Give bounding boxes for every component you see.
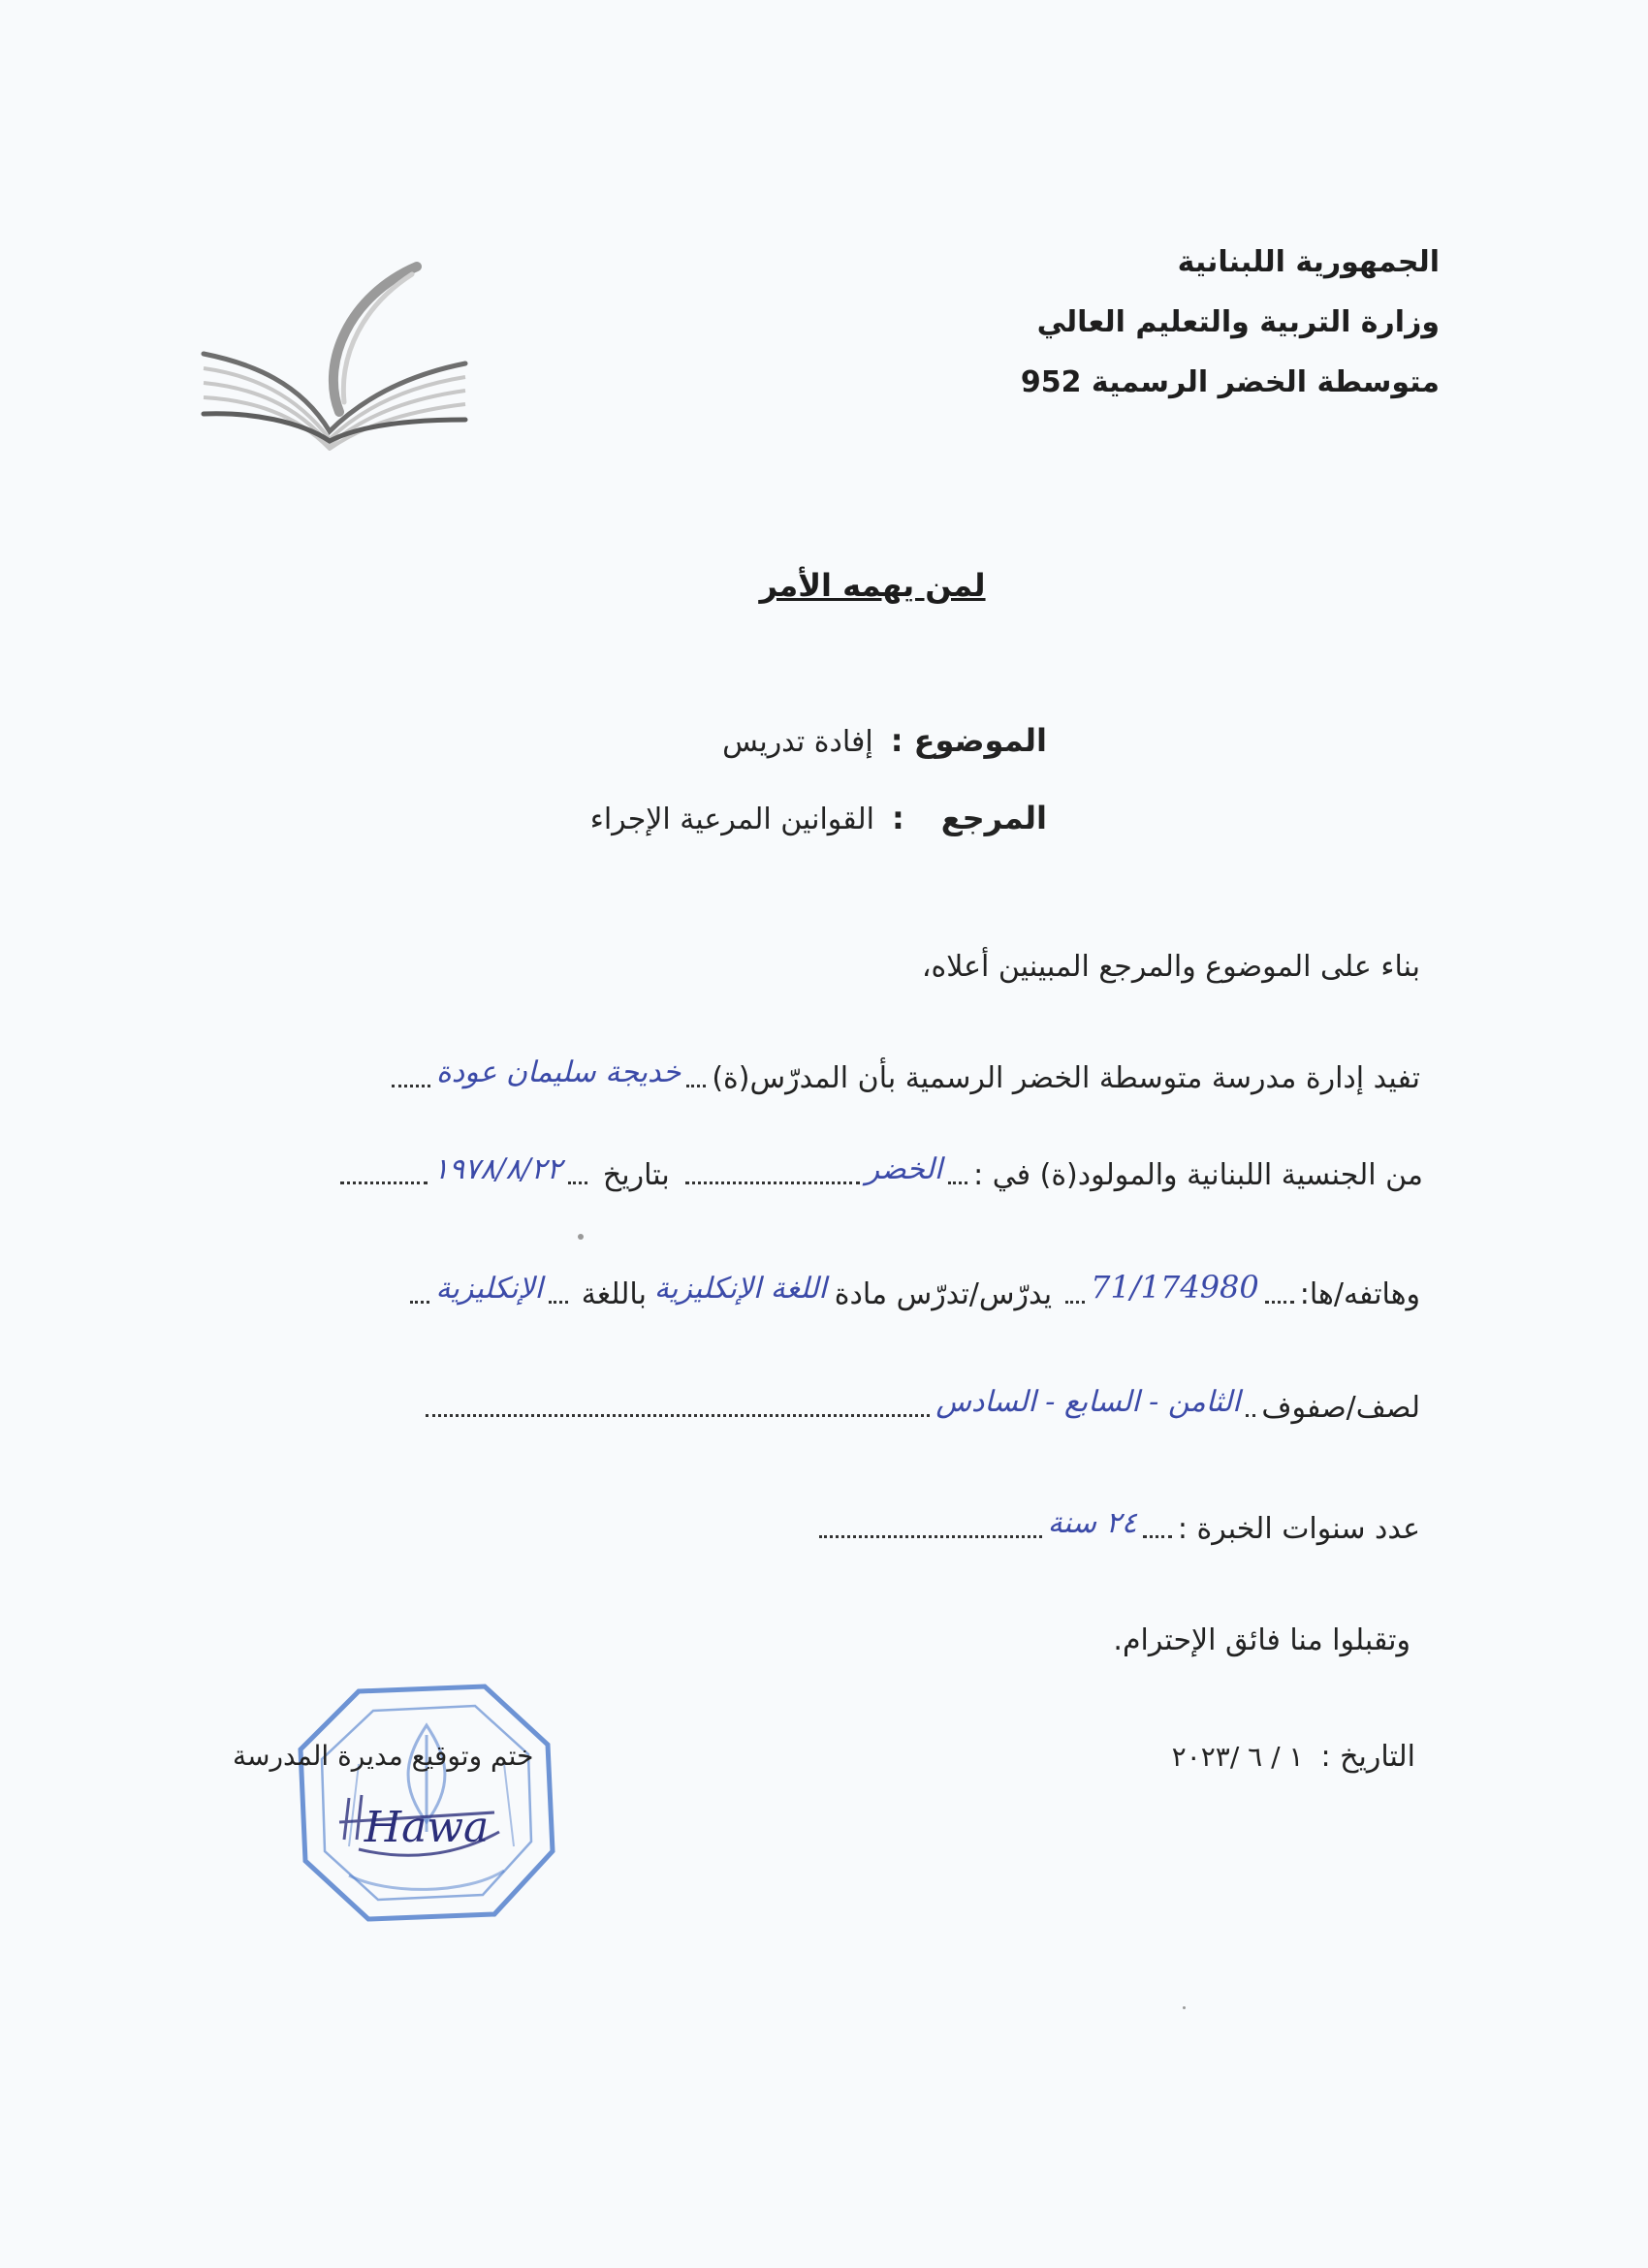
birth-line-prefix: من الجنسية اللبنانية والمولود(ة) في : [973, 1158, 1423, 1192]
scan-speck [1183, 2006, 1186, 2009]
dotted-leader [685, 1172, 860, 1184]
dotted-leader [948, 1172, 967, 1184]
dotted-leader [426, 1404, 930, 1417]
experience-label: عدد سنوات الخبرة : [1177, 1512, 1420, 1546]
teacher-name: خديجة سليمان عودة [436, 1055, 681, 1089]
classes-label: لصف/صفوف [1261, 1391, 1420, 1425]
classes-value: الثامن - السابع - السادس [935, 1385, 1241, 1419]
teacher-line-prefix: تفيد إدارة مدرسة متوسطة الخضر الرسمية بأن المدرّس(ة) [712, 1061, 1420, 1095]
experience-line [813, 1506, 1420, 1546]
birth-place: الخضر [865, 1152, 943, 1186]
dotted-leader [392, 1075, 430, 1087]
teacher-line [386, 1055, 1420, 1095]
reference-row [590, 800, 1047, 836]
ministry-logo-icon [194, 257, 475, 451]
subject-value: إفادة تدريس [722, 725, 873, 759]
reference-value: القوانين المرعية الإجراء [589, 803, 874, 836]
dotted-leader [1246, 1404, 1255, 1417]
letterhead-ministry: وزارة التربية والتعليم العالي [1036, 305, 1440, 339]
reference-label: المرجع [940, 800, 1047, 836]
phone-label: وهاتفه/ها: [1299, 1277, 1420, 1311]
dotted-leader [568, 1172, 587, 1184]
school-stamp [291, 1677, 562, 1929]
letterhead-school: متوسطة الخضر الرسمية 952 [1020, 365, 1440, 399]
dotted-leader [1265, 1291, 1294, 1304]
date-of-birth-label: بتاريخ [602, 1158, 670, 1192]
document-title: لمن يهمه الأمر [759, 567, 986, 604]
subject-label: الموضوع : [890, 722, 1047, 759]
signature-label: ختم وتوقيع مديرة المدرسة [233, 1740, 534, 1772]
date-of-birth: ١٩٧٨/٨/٢٢ [432, 1152, 562, 1186]
teaches-subject-label: يدرّس/تدرّس مادة [834, 1277, 1053, 1311]
reference-colon: : [891, 800, 904, 836]
date-value: ١ / ٦ /٢٠٢٣ [1171, 1741, 1304, 1773]
experience-years: ٢٤ سنة [1047, 1506, 1137, 1540]
classes-line [420, 1385, 1420, 1425]
signature-scribble: Hawa [364, 1803, 490, 1852]
birth-line [334, 1152, 1423, 1192]
closing-text: وتقبلوا منا فائق الإحترام. [1113, 1623, 1410, 1657]
taught-subject: اللغة الإنكليزية [653, 1272, 827, 1306]
phone-number: 71/174980 [1091, 1269, 1259, 1306]
letterhead [1021, 233, 1440, 413]
dotted-leader [1065, 1291, 1085, 1304]
date-line [1172, 1740, 1415, 1774]
teaching-language: الإنكليزية [435, 1272, 543, 1306]
phone-subject-line [404, 1269, 1420, 1311]
dotted-leader [686, 1075, 706, 1087]
dotted-leader [549, 1291, 568, 1304]
dotted-leader [1143, 1526, 1172, 1538]
dotted-leader [340, 1172, 428, 1184]
dotted-leader [410, 1291, 429, 1304]
subject-row [722, 722, 1047, 759]
letterhead-republic: الجمهورية اللبنانية [1177, 245, 1440, 279]
dotted-leader [819, 1526, 1042, 1538]
language-label: باللغة [581, 1277, 647, 1311]
date-label: التاريخ : [1320, 1740, 1415, 1774]
intro-text: بناء على الموضوع والمرجع المبينين أعلاه، [921, 950, 1420, 984]
scan-speck [578, 1234, 584, 1240]
